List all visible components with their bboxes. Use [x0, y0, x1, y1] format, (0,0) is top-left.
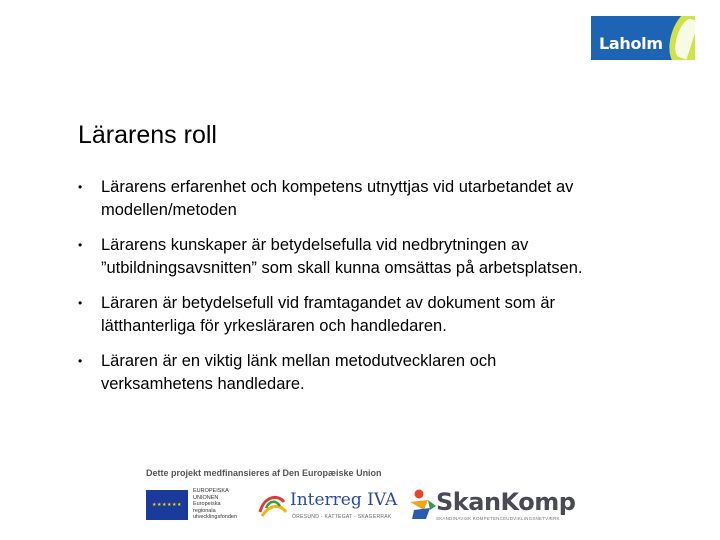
eu-text-line: Europeiska [193, 501, 221, 507]
eu-flag-icon [146, 490, 188, 520]
skankomp-subtitle: SKANDINAVISK KOMPETENCEUDVIKLINGSNETVÆRK [436, 516, 560, 521]
eu-text-line: UNIONEN [193, 494, 219, 501]
laholm-logo [591, 16, 695, 60]
bullet-icon: • [78, 238, 83, 252]
bullet-text-line2: verksamhetens handledare. [101, 375, 305, 393]
eu-text-line: regionala [193, 507, 216, 514]
bullet-text-line2: modellen/metoden [101, 201, 237, 219]
eu-text-line: utvecklingsfonden [193, 514, 238, 520]
bullet-item [78, 292, 678, 338]
bullet-item [78, 350, 678, 396]
bullet-text-line1: Lärarens kunskaper är betydelsefulla vid nedbrytningen av [101, 236, 529, 254]
bullet-text-line1: Läraren är betydelsefull vid framtagandet av dokument som är [101, 294, 555, 312]
bullet-list [78, 176, 678, 408]
bullet-text-line2: ”utbildningsavsnitten” som skall kunna omsättas på arbetsplatsen. [101, 259, 583, 277]
funding-footer [140, 468, 590, 530]
interreg-logo-text: Interreg IVA [290, 490, 398, 510]
eu-fund-label [193, 488, 251, 521]
eu-text-line: EUROPEISKA [193, 488, 229, 494]
interreg-subtitle: ÖRESUND - KATTEGAT - SKAGERRAK [292, 514, 392, 520]
logo-text: Laholm [599, 34, 663, 53]
skankomp-logo-text: SkanKomp [436, 488, 576, 516]
funding-caption: Dette projekt medfinansieres af Den Europæiske Union [146, 468, 382, 478]
bullet-icon: • [78, 296, 83, 310]
bullet-text-line1: Läraren är en viktig länk mellan metodutvecklaren och [101, 352, 497, 370]
interreg-swirl-icon [256, 490, 290, 520]
bullet-text-line2: lätthanterliga för yrkesläraren och handledaren. [101, 317, 447, 335]
bullet-item [78, 234, 678, 280]
bullet-icon: • [78, 354, 83, 368]
bullet-icon: • [78, 180, 83, 194]
skankomp-figure-icon [408, 488, 438, 520]
slide-title: Lärarens roll [78, 121, 217, 149]
eu-stars-icon: ★★★★★★ [152, 502, 182, 508]
bullet-text-line1: Lärarens erfarenhet och kompetens utnyttjas vid utarbetandet av [101, 178, 574, 196]
bullet-item [78, 176, 678, 222]
